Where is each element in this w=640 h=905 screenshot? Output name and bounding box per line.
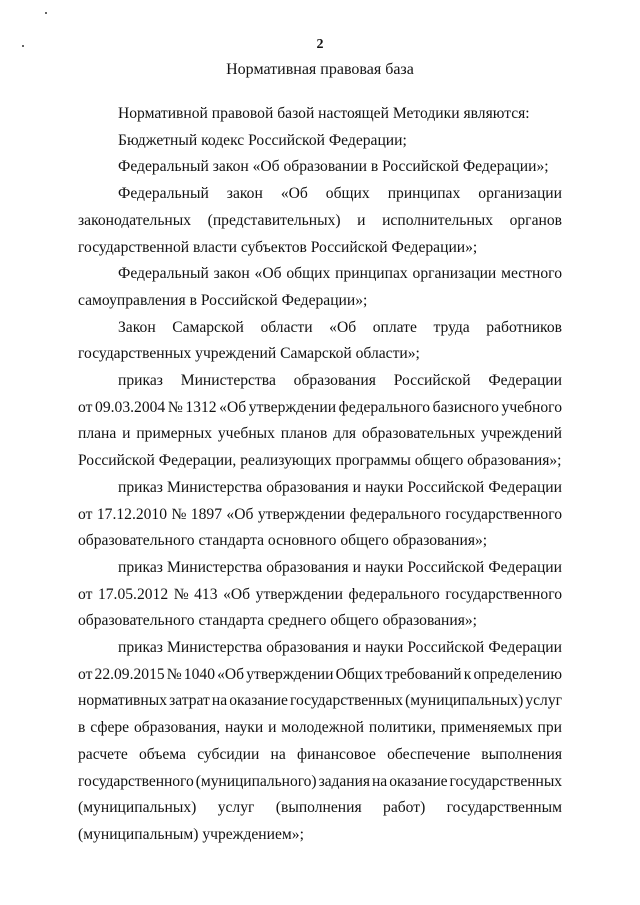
scan-speck	[45, 12, 47, 14]
paragraph-line: Российской Федерации, реализующих программы общего образования»;	[78, 452, 562, 470]
paragraph-line: приказ Министерства образования и науки Российской Федерации	[118, 639, 562, 657]
paragraph	[78, 154, 562, 181]
document-body	[78, 101, 562, 849]
paragraph-line: образовательного стандарта основного общего образования»;	[78, 532, 488, 550]
paragraph-line: государственных учреждений Самарской области»;	[78, 345, 420, 363]
paragraph	[78, 635, 562, 849]
paragraph-line: Закон Самарской области «Об оплате труда работников	[118, 318, 562, 336]
paragraph	[78, 475, 562, 555]
paragraph-line: образовательного стандарта среднего общего образования»;	[78, 612, 478, 630]
paragraph-line: (муниципальным) учреждением»;	[78, 825, 304, 843]
paragraph-line: от 17.12.2010 № 1897 «Об утверждении федерального государственного	[78, 505, 562, 523]
paragraph-line: Бюджетный кодекс Российской Федерации;	[118, 131, 407, 149]
section-title: Нормативная правовая база	[226, 61, 414, 78]
paragraph-line: Федеральный закон «Об образовании в Российской Федерации»;	[118, 158, 549, 176]
paragraph-line: плана и примерных учебных планов для образовательных учреждений	[78, 425, 562, 443]
paragraph	[78, 555, 562, 635]
paragraph-line: самоуправления в Российской Федерации»;	[78, 291, 368, 309]
paragraph	[78, 315, 562, 368]
paragraph-line: приказ Министерства образования Российской Федерации	[118, 372, 562, 390]
paragraph-line: государственного (муниципального) задания на оказание государственных	[78, 772, 562, 790]
paragraph-line: от 22.09.2015 № 1040 «Об утверждении Общих требований к определению	[78, 665, 562, 683]
paragraph	[78, 101, 562, 128]
paragraph	[78, 181, 562, 261]
paragraph-line: расчете объема субсидии на финансовое обеспечение выполнения	[78, 745, 562, 763]
paragraph-line: Федеральный закон «Об общих принципах организации местного	[118, 265, 562, 283]
paragraph-line: законодательных (представительных) и исполнительных органов	[78, 211, 562, 229]
paragraph-line: от 17.05.2012 № 413 «Об утверждении федерального государственного	[78, 585, 562, 603]
paragraph-line: в сфере образования, науки и молодежной политики, применяемых при	[78, 719, 562, 737]
paragraph-line: государственной власти субъектов Российской Федерации»;	[78, 238, 478, 256]
paragraph-line: приказ Министерства образования и науки Российской Федерации	[118, 558, 562, 576]
paragraph	[78, 261, 562, 314]
paragraph-line: от 09.03.2004 № 1312 «Об утверждении федерального базисного учебного	[78, 398, 562, 416]
paragraph	[78, 128, 562, 155]
paragraph-line: (муниципальных) услуг (выполнения работ) государственным	[78, 799, 562, 817]
paragraph-line: нормативных затрат на оказание государственных (муниципальных) услуг	[78, 692, 562, 710]
paragraph-line: Федеральный закон «Об общих принципах организации	[118, 185, 562, 203]
paragraph	[78, 368, 562, 475]
page-number: 2	[316, 37, 324, 52]
paragraph-line: Нормативной правовой базой настоящей Методики являются:	[118, 105, 530, 122]
paragraph-line: приказ Министерства образования и науки Российской Федерации	[118, 478, 562, 496]
